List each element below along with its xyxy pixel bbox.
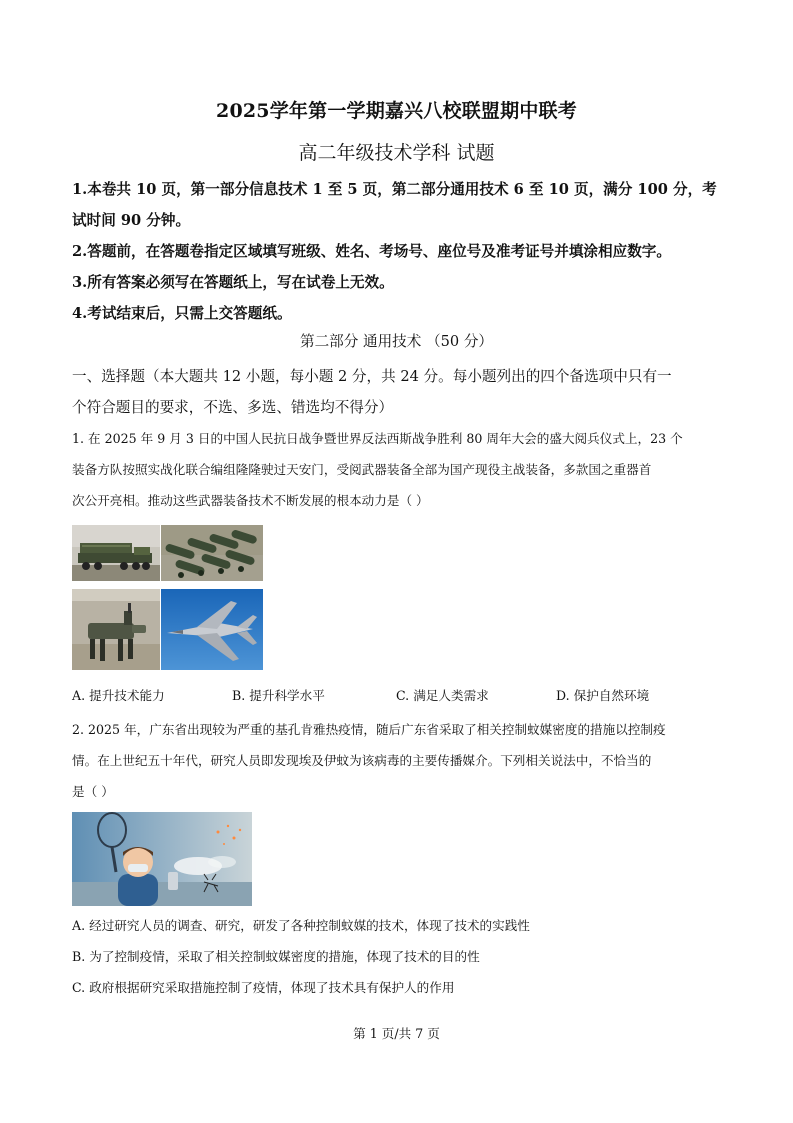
note-3: 3.所有答案必须写在答题纸上，写在试卷上无效。 xyxy=(72,274,394,291)
note-4: 4.考试结束后，只需上交答题纸。 xyxy=(72,305,292,322)
q2-option-c[interactable]: C. 政府根据研究采取措施控制了疫情，体现了技术具有保护人的作用 xyxy=(72,980,455,995)
q1-option-d[interactable]: D. 保护自然环境 xyxy=(556,688,650,703)
q1-option-a[interactable]: A. 提升技术能力 xyxy=(72,688,165,703)
q2-option-b[interactable]: B. 为了控制疫情，采取了相关控制蚊媒密度的措施，体现了技术的目的性 xyxy=(72,949,480,964)
q2-stem-line-1: 2. 2025 年，广东省出现较为严重的基孔肯雅热疫情，随后广东省采取了相关控制蚊媒密度的措施以控制疫 xyxy=(72,722,666,737)
q1-image-fighter-jet xyxy=(161,589,263,670)
q1-image-robot-dog xyxy=(72,589,160,670)
exam-subtitle: 高二年级技术学科 试题 xyxy=(298,142,495,164)
q1-stem-line-2: 装备方队按照实战化联合编组隆隆驶过天安门，受阅武器装备全部为国产现役主战装备，多款国之重器首 xyxy=(72,462,652,477)
section-title: 第二部分 通用技术 （50 分） xyxy=(299,333,494,350)
q2-stem-line-3: 是（ ） xyxy=(72,784,114,799)
q2-option-a[interactable]: A. 经过研究人员的调查、研究，研发了各种控制蚊媒的技术，体现了技术的实践性 xyxy=(72,918,530,933)
note-1-line-2: 试时间 90 分钟。 xyxy=(72,212,191,229)
part-heading-line-1: 一、选择题（本大题共 12 小题，每小题 2 分，共 24 分。每小题列出的四个备选项中只有一 xyxy=(72,368,672,385)
q2-stem-line-2: 情。在上世纪五十年代，研究人员即发现埃及伊蚊为该病毒的主要传播媒介。下列相关说法中，不恰当的 xyxy=(72,753,652,768)
q1-stem-line-1: 1. 在 2025 年 9 月 3 日的中国人民抗日战争暨世界反法西斯战争胜利 80 周年大会的盛大阅兵仪式上，23 个 xyxy=(72,431,683,446)
note-2: 2.答题前，在答题卷指定区域填写班级、姓名、考场号、座位号及准考证号并填涂相应数字。 xyxy=(72,243,671,260)
page-number: 第 1 页/共 7 页 xyxy=(353,1026,440,1041)
q1-image-missile-launcher xyxy=(72,525,160,581)
q1-options xyxy=(72,684,732,708)
q1-image-weapon-formation xyxy=(161,525,263,581)
q2-image-mosquito-control xyxy=(72,812,252,906)
exam-title: 2025学年第一学期嘉兴八校联盟期中联考 xyxy=(216,100,577,122)
part-heading-line-2: 个符合题目的要求，不选、多选、错选均不得分） xyxy=(72,399,394,416)
q1-option-b[interactable]: B. 提升科学水平 xyxy=(232,688,325,703)
q1-option-c[interactable]: C. 满足人类需求 xyxy=(396,688,489,703)
note-1-line-1: 1.本卷共 10 页，第一部分信息技术 1 至 5 页，第二部分通用技术 6 至 10 页，满分 100 分，考 xyxy=(72,181,717,198)
q1-stem-line-3: 次公开亮相。推动这些武器装备技术不断发展的根本动力是（ ） xyxy=(72,493,429,508)
